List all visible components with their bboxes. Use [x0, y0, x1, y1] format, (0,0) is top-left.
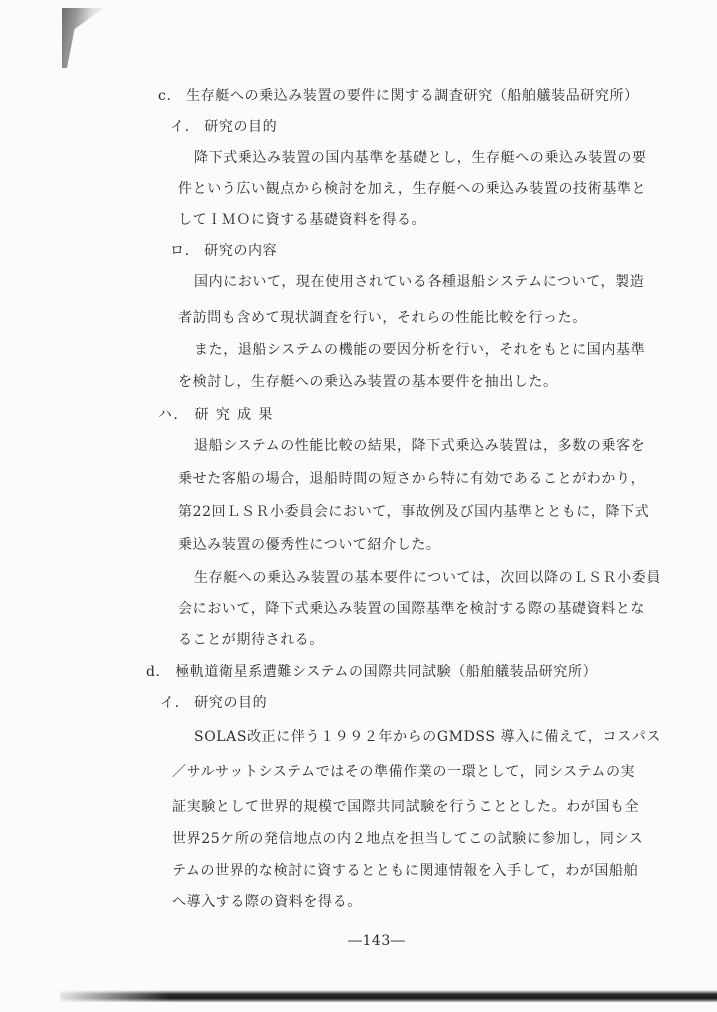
section-c-content-line-3: また，退船システムの機能の要因分析を行い，それをもとに国内基準: [194, 342, 646, 358]
section-c-results-line-6: 会において，降下式乗込み装置の国際基準を検討する際の基礎資料とな: [178, 601, 645, 617]
section-d-heading: d. 極軌道衛星系遭難システムの国際共同試験（船舶艤装品研究所）: [146, 664, 598, 680]
scan-corner-shadow: [62, 8, 104, 68]
section-d-purpose-line-2: ／サルサットシステムではその準備作業の一環として，同システムの実: [172, 764, 636, 780]
section-c-results-line-3: 第22回ＬＳＲ小委員会において，事故例及び国内基準とともに，降下式: [178, 504, 650, 520]
section-c-content-line-1: 国内において，現在使用されている各種退船システムについて，製造: [194, 274, 645, 290]
section-c-purpose-line-3: してＩＭＯに資する基礎資料を得る。: [178, 212, 427, 228]
section-c-purpose-title: イ. 研究の目的: [170, 119, 278, 135]
section-c-content-title: ロ. 研究の内容: [170, 243, 278, 259]
section-d-purpose-title: イ. 研究の目的: [160, 695, 268, 711]
section-c-results-line-1: 退船システムの性能比較の結果，降下式乗込み装置は，多数の乗客を: [194, 438, 646, 454]
section-c-results-line-5: 生存艇への乗込み装置の基本要件については，次回以降のＬＳＲ小委員: [194, 570, 661, 586]
section-d-purpose-line-1: SOLAS改正に伴う１９９２年からのGMDSS 導入に備えて，コスパス: [194, 729, 661, 745]
section-c-results-line-4: 乗込み装置の優秀性について紹介した。: [178, 537, 441, 553]
page-number: ―143―: [348, 933, 406, 949]
section-d-purpose-line-3: 証実験として世界的規模で国際共同試験を行うこととした。わが国も全: [172, 799, 640, 815]
section-c-content-line-2: 者訪問も含めて現状調査を行い，それらの性能比較を行った。: [178, 310, 587, 326]
section-c-results-line-2: 乗せた客船の場合，退船時間の短さから特に有効であることがわかり，: [178, 471, 646, 487]
section-c-results-line-7: ることが期待される。: [178, 632, 324, 648]
section-c-heading: c. 生存艇への乗込み装置の要件に関する調査研究（船舶艤装品研究所）: [158, 88, 639, 104]
section-d-purpose-line-4: 世界25ケ所の発信地点の内２地点を担当してこの試験に参加し，同シス: [172, 831, 644, 847]
section-c-results-title: ハ. 研 究 成 果: [158, 407, 274, 423]
section-d-purpose-line-5: テムの世界的な検討に資するとともに関連情報を入手して，わが国船舶: [172, 863, 639, 879]
scan-bottom-fade: [60, 990, 170, 1002]
section-c-purpose-line-1: 降下式乗込み装置の国内基準を基礎とし，生存艇への乗込み装置の要: [194, 150, 647, 166]
section-c-purpose-line-2: 件という広い観点から検討を加え，生存艇への乗込み装置の技術基準と: [178, 181, 647, 197]
section-d-purpose-line-6: へ導入する際の資料を得る。: [172, 894, 362, 910]
section-c-content-line-4: を検討し，生存艇への乗込み装置の基本要件を抽出した。: [178, 374, 558, 390]
